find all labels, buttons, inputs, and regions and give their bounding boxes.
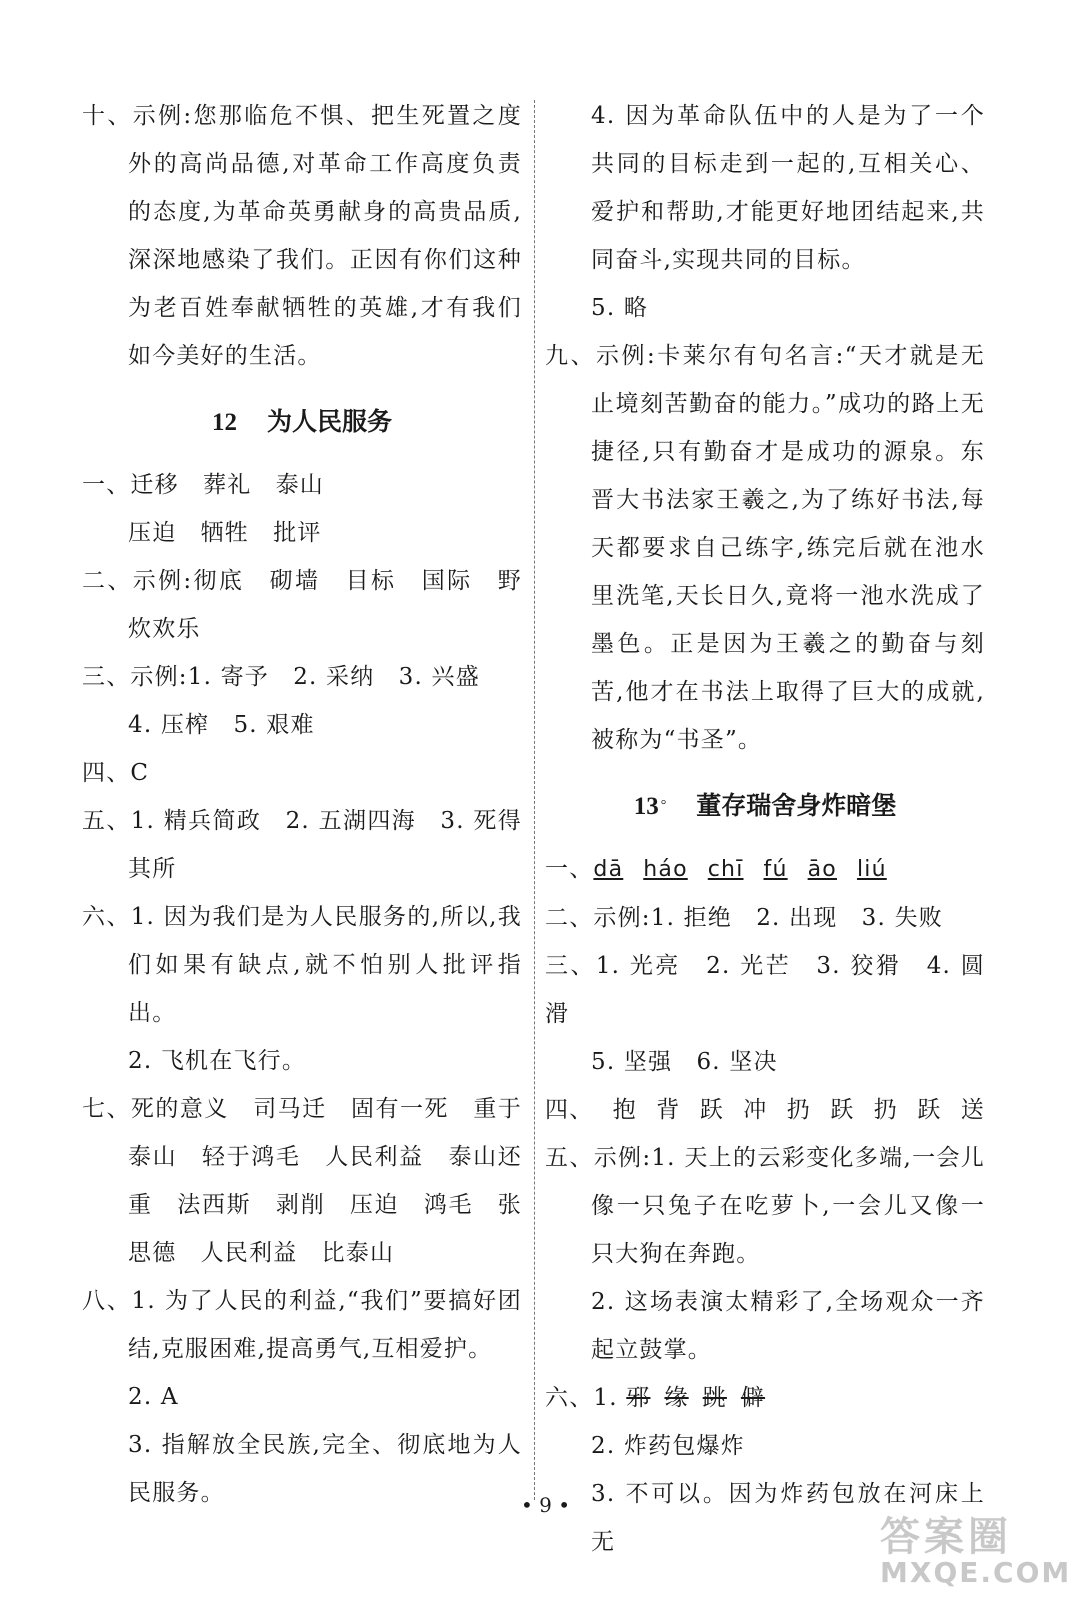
section-12-number: 12	[211, 409, 237, 436]
section-13-number: 13 °	[633, 793, 667, 820]
pinyin-item: fú	[763, 857, 788, 882]
watermark-site: MXQE.COM	[880, 1556, 1072, 1589]
answer-p2: 二、示例:1. 拒绝 2. 出现 3. 失败	[545, 905, 943, 931]
pinyin-item: háo	[643, 857, 688, 882]
verb-word: 跃	[917, 1097, 942, 1123]
answer-pinyin: 一、 dā háo chī fú āo liú	[545, 845, 985, 894]
corrected-char: 缘	[664, 1385, 689, 1411]
pinyin-item: chī	[707, 857, 744, 882]
watermark	[880, 1505, 1080, 1589]
answer-1b: 压迫 牺牲 批评	[128, 520, 322, 546]
corrected-char: 跳	[702, 1385, 727, 1411]
answer-6-2: 2. 飞机在飞行。	[128, 1048, 307, 1074]
column-divider	[534, 100, 535, 1500]
pinyin-list	[593, 846, 886, 894]
watermark-logo: 答案圈	[880, 1514, 1012, 1560]
corrected-char: 僻	[740, 1385, 766, 1411]
answer-p3a: 三、1. 光亮 2. 光芒 3. 狡猾 4. 圆滑	[545, 953, 985, 1027]
answer-p5-1: 五、示例:1. 天上的云彩变化多端,一会儿像一只兔子在吃萝卜,一会儿又像一只大狗在奔跑。	[545, 1145, 985, 1267]
answer-8-3: 3. 指解放全民族,完全、彻底地为人民服务。	[128, 1432, 522, 1506]
left-column	[82, 92, 522, 1517]
verb-word: 扔	[873, 1097, 898, 1123]
section-12-heading	[82, 402, 522, 443]
answer-8-1: 八、1. 为了人民的利益,“我们”要搞好团结,克服困难,提高勇气,互相爱护。	[82, 1288, 522, 1362]
answer-6-1: 六、1. 因为我们是为人民服务的,所以,我们如果有缺点,就不怕别人批评指出。	[82, 904, 522, 1026]
page-number: • 9 •	[520, 1493, 571, 1517]
verb-word: 扔	[786, 1097, 811, 1123]
answer-p4: 四、 抱 背 跃 冲 扔 跃 扔 跃 送	[545, 1086, 985, 1134]
answer-2: 二、示例:彻底 砌墙 目标 国际 野炊欢乐	[82, 568, 522, 642]
verb-word: 抱	[612, 1097, 637, 1123]
answer-5: 五、1. 精兵简政 2. 五湖四海 3. 死得其所	[82, 808, 522, 882]
section-13-title: 董存瑞舍身炸暗堡	[696, 791, 897, 820]
corrected-char: 邪	[626, 1385, 651, 1411]
answer-3b: 4. 压榨 5. 艰难	[128, 712, 315, 738]
verb-word: 跃	[830, 1097, 855, 1123]
answer-3a: 三、示例:1. 寄予 2. 采纳 3. 兴盛	[82, 664, 480, 690]
section-13-mark: °	[660, 798, 667, 813]
right-column	[545, 92, 985, 1566]
pinyin-item: liú	[856, 857, 887, 882]
pinyin-item: dā	[593, 857, 624, 882]
section-13-heading	[545, 786, 985, 827]
answer-p6-3: 3. 不可以。因为炸药包放在河床上无	[591, 1481, 985, 1555]
verb-word: 冲	[743, 1097, 768, 1123]
answer-nine: 九、示例:卡莱尔有句名言:“天才就是无止境刻苦勤奋的能力。”成功的路上无捷径,只有勤奋才是成功的源泉。东晋大书法家王羲之,为了练好书法,每天都要求自己练字,练完后就在池水里洗笔,天长日久,竟将一池水洗成了墨色。正是因为王羲之的勤奋与刻苦,他才在书法上取得了巨大的成就,被称为“书圣”。	[545, 343, 985, 753]
answer-ten: 十、示例:您那临危不惧、把生死置之度外的高尚品德,对革命工作高度负责的态度,为革命英勇献身的高贵品质,深深地感染了我们。正因有你们这种为老百姓奉献牺牲的英雄,才有我们如今美好的生活。	[82, 103, 522, 369]
answer-p6-1: 六、1. 邪 缘 跳 僻	[545, 1385, 766, 1411]
verb-word: 送	[960, 1097, 985, 1123]
answer-p5-2: 2. 这场表演太精彩了,全场观众一齐起立鼓掌。	[591, 1289, 985, 1363]
section-12-title: 为人民服务	[266, 407, 392, 436]
answer-r5: 5. 略	[591, 295, 649, 321]
answer-7: 七、死的意义 司马迁 固有一死 重于泰山 轻于鸿毛 人民利益 泰山还重 法西斯 剥削 压迫 鸿毛 张思德 人民利益 比泰山	[82, 1096, 522, 1266]
answer-p3b: 5. 坚强 6. 坚决	[591, 1049, 778, 1075]
answer-p6-2: 2. 炸药包爆炸	[591, 1433, 745, 1459]
verb-word: 跃	[699, 1097, 724, 1123]
answer-r4: 4. 因为革命队伍中的人是为了一个共同的目标走到一起的,互相关心、爱护和帮助,才能更好地团结起来,共同奋斗,实现共同的目标。	[591, 103, 985, 273]
answer-1a: 一、迁移 葬礼 泰山	[82, 472, 324, 498]
answer-8-2: 2. A	[128, 1384, 179, 1410]
verb-word: 背	[656, 1097, 681, 1123]
pinyin-item: āo	[807, 857, 837, 882]
answer-4: 四、C	[82, 760, 150, 786]
